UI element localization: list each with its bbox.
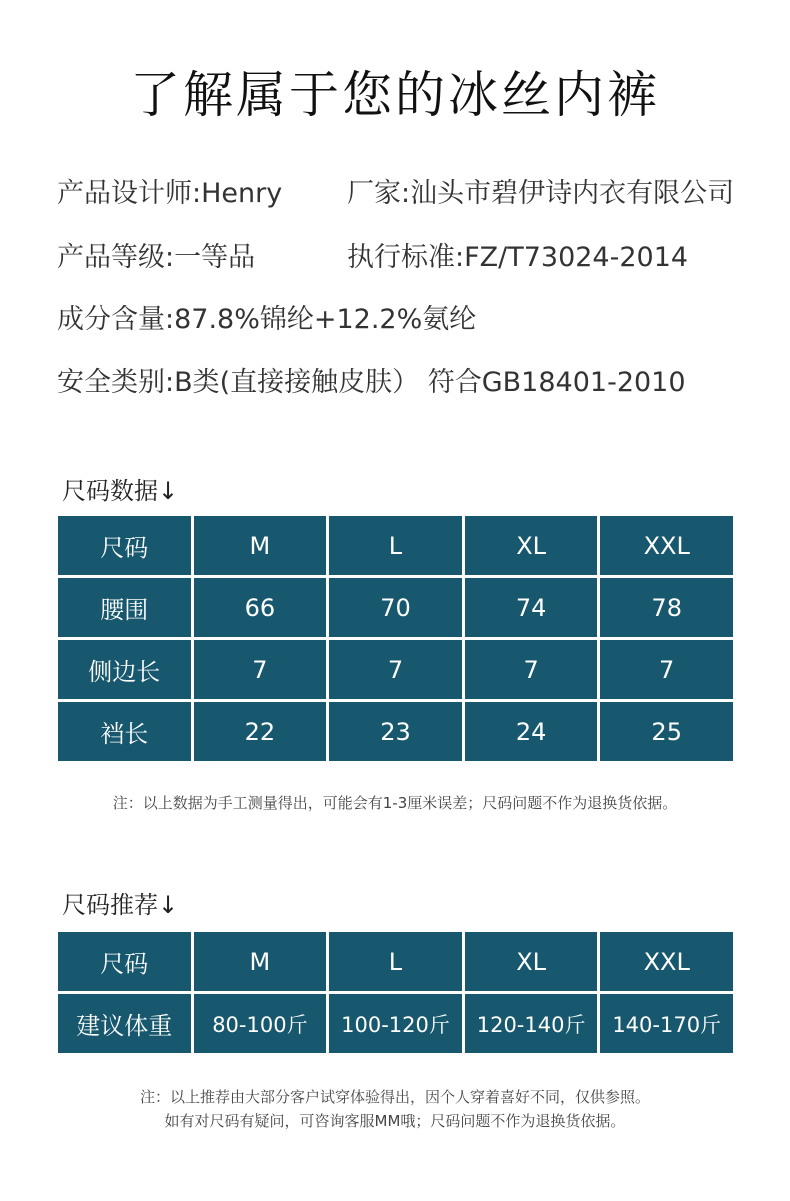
table-cell: 78 (600, 578, 733, 637)
table-cell: L (329, 516, 462, 575)
table-cell: 7 (194, 640, 327, 699)
table-cell: 24 (465, 702, 598, 761)
table-cell: 70 (329, 578, 462, 637)
table-cell: 裆长 (58, 702, 191, 761)
table-cell: 25 (600, 702, 733, 761)
table-cell: XXL (600, 932, 733, 991)
table-cell: XL (465, 932, 598, 991)
table-cell: 7 (600, 640, 733, 699)
table-cell: 23 (329, 702, 462, 761)
safety-info: 安全类别:B类(直接接触皮肤） 符合GB18401-2010 (57, 367, 686, 398)
table-cell: 120-140斤 (465, 994, 598, 1053)
table-cell: M (194, 932, 327, 991)
designer-info: 产品设计师:Henry (57, 178, 283, 209)
table-cell: 7 (465, 640, 598, 699)
size-data-title: 尺码数据↓ (62, 477, 179, 505)
table-cell: 66 (194, 578, 327, 637)
table-cell: 100-120斤 (329, 994, 462, 1053)
table-cell: XXL (600, 516, 733, 575)
size-data-table (58, 516, 733, 761)
size-recommend-table (58, 932, 733, 1053)
standard-info: 执行标准:FZ/T73024-2014 (347, 242, 689, 273)
size-recommend-note-line2: 如有对尺码有疑问，可咨询客服MM哦；尺码问题不作为退换货依据。 (164, 1112, 626, 1130)
table-cell: 22 (194, 702, 327, 761)
table-cell: 建议体重 (58, 994, 191, 1053)
table-cell: XL (465, 516, 598, 575)
page-title: 了解属于您的冰丝内裤 (130, 66, 660, 124)
table-cell: 140-170斤 (600, 994, 733, 1053)
size-recommend-title: 尺码推荐↓ (62, 891, 179, 919)
table-cell: 74 (465, 578, 598, 637)
grade-info: 产品等级:一等品 (57, 242, 256, 273)
table-cell: L (329, 932, 462, 991)
table-cell: 尺码 (58, 932, 191, 991)
manufacturer-info: 厂家:汕头市碧伊诗内衣有限公司 (347, 178, 735, 209)
table-cell: M (194, 516, 327, 575)
table-cell: 尺码 (58, 516, 191, 575)
composition-info: 成分含量:87.8%锦纶+12.2%氨纶 (57, 304, 477, 335)
size-recommend-note-line1: 注：以上推荐由大部分客户试穿体验得出，因个人穿着喜好不同，仅供参照。 (139, 1088, 650, 1106)
table-cell: 侧边长 (58, 640, 191, 699)
size-data-note: 注：以上数据为手工测量得出，可能会有1-3厘米误差；尺码问题不作为退换货依据。 (112, 794, 678, 812)
table-cell: 80-100斤 (194, 994, 327, 1053)
table-cell: 腰围 (58, 578, 191, 637)
table-cell: 7 (329, 640, 462, 699)
